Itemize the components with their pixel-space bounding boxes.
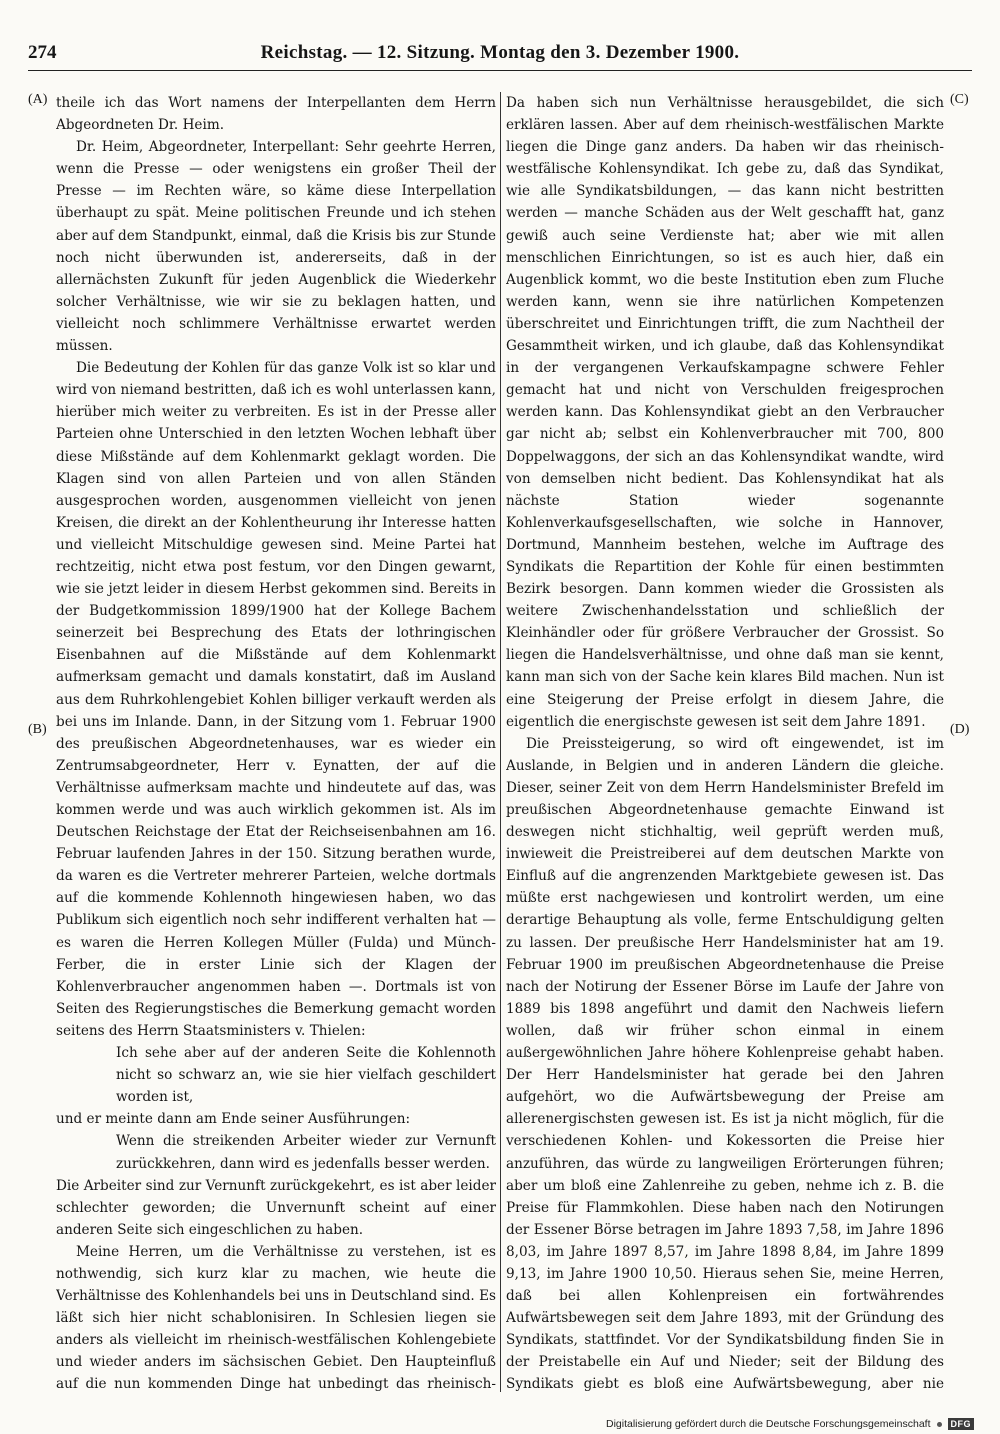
margin-marker-b: (B) — [28, 722, 47, 737]
page-footer — [606, 1417, 974, 1431]
header-rule — [28, 70, 972, 71]
margin-marker-c: (C) — [950, 92, 969, 107]
page-number: 274 — [28, 42, 57, 63]
column-divider — [500, 92, 501, 1392]
left-paragraph: theile ich das Wort namens der Interpellanten dem Herrn Abgeordneten Dr. Heim. — [56, 95, 496, 134]
left-text-column — [56, 92, 496, 1392]
running-title: Reichstag. — 12. Sitzung. Montag den 3. Dezember 1900. — [260, 42, 740, 63]
separator-dot-icon — [937, 1422, 942, 1427]
left-paragraph: Dr. Heim, Abgeordneter, Interpellant: Sehr geehrte Herren, wenn die Presse — oder wenigstens ein großer Theil der Presse — im Rechten wäre, so käme diese Interpellation überhaupt zu spät. Meine politischen Freunde und ich stehen aber auf dem Standpunkt, einmal, daß die Krisis bis zur Stunde noch nicht überwunden ist, andererseits, daß in der allernächsten Zukunft für jeden Augenblick die Wiederkehr solcher Verhältnisse, wie wir sie zu beklagen hatten, und vielleicht noch schlimmere Verhältnisse erwartet werden müssen. — [56, 139, 496, 355]
left-paragraph: Meine Herren, um die Verhältnisse zu verstehen, ist es nothwendig, sich kurz klar zu machen, wie heute die Verhältnisse des Kohlenhandels bei uns in Deutschland sind. Es läßt sich hier nicht schablonisiren. In Schlesien liegen sie anders als vielleicht im rheinisch-westfälischen Kohlengebiete und wieder anders im sächsischen Gebiet. Den Haupteinfluß auf die nun kommenden Dinge hat unbedingt das rheinisch- — [56, 1243, 496, 1392]
right-paragraph: Da haben sich nun Verhältnisse herausgebildet, die sich erklären lassen. Aber auf dem rheinisch-westfälischen Markte liegen die Dinge ganz anders. Da haben wir das rheinisch-westfälische Kohlensyndikat. Ich gebe zu, daß das Syndikat, wie alle Syndikatsbildungen, — das kann nicht bestritten werden — manche Schäden aus der Welt geschafft hat, ganz gewiß auch seine Verdienste hat; aber wie mit allen menschlichen Einrichtungen, so ist es auch hier, daß ein Augenblick kommt, wo die beste Institution eben zum Fluche werden kann, wenn sie ihre natürlichen Kompetenzen überschreitet und Einrichtungen trifft, die zum Nachtheil der Gesammtheit wirken, und ich glaube, daß das Kohlensyndikat in der vergangenen Verkaufskampagne schwere Fehler gemacht hat und nicht von Verschulden freigesprochen werden kann. Das Kohlensyndikat giebt an den Verbraucher gar nicht ab; selbst ein Kohlenverbraucher mit 700, 800 Doppelwaggons, der sich an das Kohlensyndikat wandte, wird von demselben nicht bedient. Das Kohlensyndikat hat als nächste Station wieder sogenannte Kohlenverkaufsgesellschaften, wie solche in Hannover, Dortmund, Mannheim bestehen, welche im Auftrage des Syndikats die Repartition der Kohle für einen bestimmten Bezirk besorgen. Dann kommen wieder die Grossisten als weitere Zwischenhandelsstation und schließlich der Kleinhändler oder für größere Verbraucher der Grossist. So liegen die Handelsverhältnisse, und ohne daß man sie kennt, kann man sich von der Sache kein klares Bild machen. Nun ist eine Steigerung der Preise erfolgt in diesem Jahre, die eigentlich die energischste gewesen ist seit dem Jahre 1891. — [506, 95, 944, 730]
margin-marker-a: (A) — [28, 92, 48, 107]
page-header — [28, 36, 972, 70]
funding-credit: Digitalisierung gefördert durch die Deutsche Forschungsgemeinschaft — [605, 1418, 931, 1430]
left-paragraph: Wenn die streikenden Arbeiter wieder zur Vernunft zurückkehren, dann wird es jedenfalls besser werden. — [116, 1133, 496, 1172]
right-paragraph: Die Preissteigerung, so wird oft eingewendet, ist im Auslande, in Belgien und in anderen Ländern die gleiche. Dieser, seiner Zeit von dem Herrn Handelsminister Brefeld im preußischen Abgeordnetenhause gemachte Einwand ist deswegen nicht stichhaltig, weil geprüft werden muß, inwieweit die Preistreiberei auf dem deutschen Markte von Einfluß auf die angrenzenden Marktgebiete gewesen ist. Das müßte erst nachgewiesen und kontrolirt werden, um eine derartige Behauptung als volle, ferme Entschuldigung gelten zu lassen. Der preußische Herr Handelsminister hat am 19. Februar 1900 im preußischen Abgeordnetenhause die Preise nach der Notirung der Essener Börse im Laufe der Jahre von 1889 bis 1898 angeführt und damit den Nachweis liefern wollen, daß wir früher schon einmal in einem außergewöhnlichen Jahre höhere Kohlenpreise gehabt haben. Der Herr Handelsminister hat gerade bei den Jahren aufgehört, wo die Aufwärtsbewegung der Preise am allerenergischsten gewesen ist. Es ist ja nicht möglich, für die verschiedenen Kohlen- und Kokessorten die Preise hier anzuführen, das würde zu langweiligen Erörterungen führen; aber um bloß eine Zahlenreihe zu geben, nehme ich z. B. die Preise für Flammkohlen. Diese haben nach den Notirungen der Essener Börse betragen im Jahre 1893 7,58, im Jahre 1896 8,03, im Jahre 1897 8,57, im Jahre 1898 8,84, im Jahre 1899 9,13, im Jahre 1900 10,50. Hieraus sehen Sie, meine Herren, daß bei allen Kohlenpreisen ein fortwährendes Aufwärtsbewegen seit dem Jahre 1893, mit der Gründung des Syndikats, stattfindet. Vor der Syndikatsbildung finden Sie in der Preistabelle ein Auf und Nieder; seit der Bildung des Syndikats giebt es bloß eine Aufwärtsbewegung, aber nie — [506, 735, 944, 1392]
right-text-column — [506, 92, 944, 1392]
left-paragraph: Die Arbeiter sind zur Vernunft zurückgekehrt, es ist aber leider schlechter geworden; die Unvernunft scheint auf einer anderen Seite sich eingeschlichen zu haben. — [56, 1177, 496, 1238]
left-paragraph: Die Bedeutung der Kohlen für das ganze Volk ist so klar und wird von niemand bestritten, daß ich es wohl unterlassen kann, hierüber mich weiter zu verbreiten. Es ist in der Presse aller Parteien ohne Unterschied in den letzten Wochen lebhaft über diese Mißstände auf dem Kohlenmarkt geklagt worden. Die Klagen sind von allen Parteien und von allen Ständen ausgesprochen worden, ausgenommen vielleicht von jenen Kreisen, die direkt an der Kohlentheurung ihr Interesse hatten und vielleicht Mitschuldige gewesen sind. Meine Partei hat rechtzeitig, nicht etwa post festum, vor den Dingen gewarnt, wie sie jetzt leider in diesem Herbst gekommen sind. Bereits in der Budgetkommission 1899/1900 hat der Kollege Bachem seinerzeit bei Besprechung des Etats der lothringischen Eisenbahnen auf die Mißstände auf dem Kohlenmarkt aufmerksam gemacht und damals konstatirt, daß im Ausland aus dem Ruhrkohlengebiet Kohlen billiger verkauft werden als bei uns im Inlande. Dann, in der Sitzung vom 1. Februar 1900 des preußischen Abgeordnetenhauses, war es wieder ein Zentrumsabgeordneter, Herr v. Eynatten, der auf die Verhältnisse aufmerksam machte und hindeutete auf das, was kommen werde und was auch wirklich gekommen ist. Als im Deutschen Reichstage der Etat der Reichseisenbahnen am 16. Februar laufenden Jahres in der 150. Sitzung berathen wurde, da waren es die Vertreter mehrerer Parteien, welche dortmals auf die kommende Kohlennoth hingewiesen haben, wo das Publikum sich eigentlich noch sehr indifferent verhalten hat — es waren die Herren Kollegen Müller (Fulda) und Münch-Ferber, die in erster Linie sich der Klagen der Kohlenverbraucher angenommen haben —. Dortmals ist von Seiten des Regierungstisches die Bemerkung gemacht worden seitens des Herrn Staatsministers v. Thielen: — [56, 360, 496, 1039]
margin-marker-d: (D) — [950, 722, 970, 737]
dfg-logo: DFG — [948, 1418, 975, 1430]
left-paragraph: und er meinte dann am Ende seiner Ausführungen: — [56, 1111, 411, 1128]
left-paragraph: Ich sehe aber auf der anderen Seite die Kohlennoth nicht so schwarz an, wie sie hier vielfach geschildert worden ist, — [116, 1045, 496, 1106]
